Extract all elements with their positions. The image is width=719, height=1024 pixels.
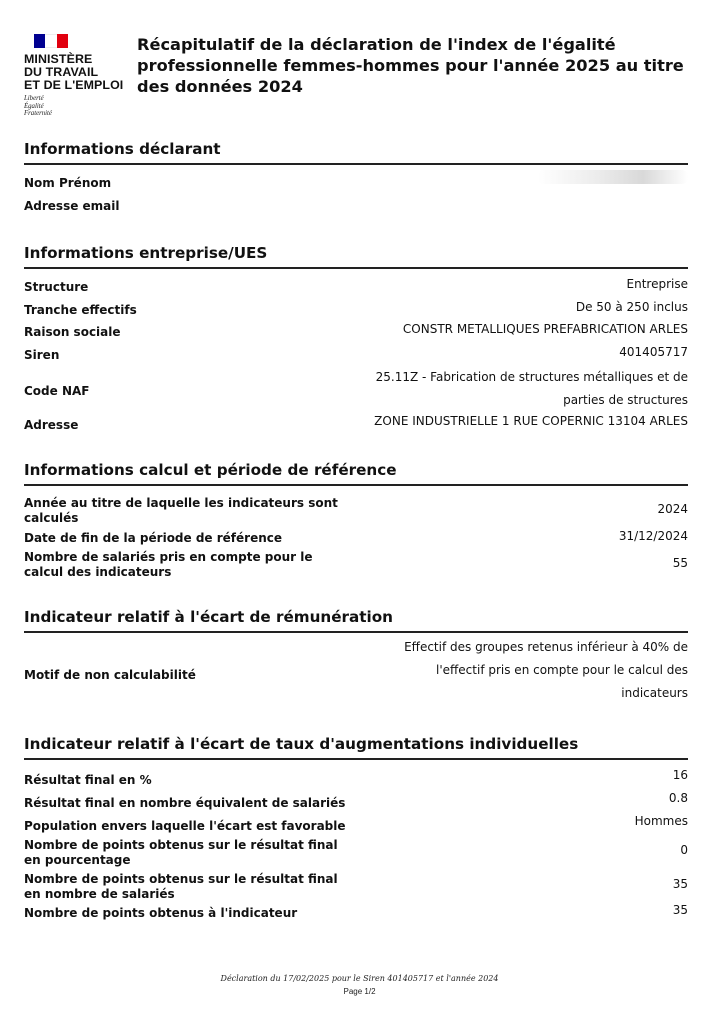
field-value: ZONE INDUSTRIELLE 1 RUE COPERNIC 13104 ARLES <box>374 414 688 428</box>
field-value: 55 <box>672 556 688 570</box>
field-label: Adresse email <box>24 199 120 213</box>
section-augmentations <box>24 735 688 920</box>
section-heading: Indicateur relatif à l'écart de rémunération <box>24 608 688 633</box>
redacted-value <box>538 170 688 184</box>
document-title: Récapitulatif de la déclaration de l'index de l'égalité professionnelle femmes-hommes pour l'année 2025 au titre des données 2024 <box>137 35 684 96</box>
footer-declaration: Déclaration du 17/02/2025 pour le Siren 401405717 et l'année 2024 <box>220 974 499 983</box>
field-label: Résultat final en % <box>24 773 152 787</box>
field-label: Adresse <box>24 418 79 432</box>
field-label: Année au titre de laquelle les indicateurs sont calculés <box>24 496 338 525</box>
section-remuneration <box>24 608 688 700</box>
section-heading: Indicateur relatif à l'écart de taux d'augmentations individuelles <box>24 735 688 760</box>
section-heading: Informations déclarant <box>24 140 688 165</box>
field-label: Résultat final en nombre équivalent de salariés <box>24 796 346 810</box>
french-flag-icon <box>34 34 68 48</box>
section-heading: Informations calcul et période de référence <box>24 461 688 486</box>
field-value: 0.8 <box>668 791 688 805</box>
field-label: Nom Prénom <box>24 176 112 190</box>
field-label: Nombre de points obtenus sur le résultat final en pourcentage <box>24 838 338 867</box>
field-value: CONSTR METALLIQUES PREFABRICATION ARLES <box>402 322 688 336</box>
field-value: Entreprise <box>626 277 688 291</box>
field-label: Motif de non calculabilité <box>24 668 196 682</box>
section-declarant <box>24 140 688 213</box>
field-value: 0 <box>680 843 688 857</box>
republic-motto: Liberté Égalité Fraternité <box>24 95 52 117</box>
field-label: Code NAF <box>24 384 90 398</box>
field-value: 2024 <box>657 502 688 516</box>
section-entreprise <box>24 244 688 432</box>
field-label: Nombre de salariés pris en compte pour le calcul des indicateurs <box>24 550 313 579</box>
field-label: Population envers laquelle l'écart est favorable <box>24 819 346 833</box>
field-label: Nombre de points obtenus sur le résultat final en nombre de salariés <box>24 872 338 901</box>
field-label: Siren <box>24 348 60 362</box>
ministry-logo <box>24 34 134 118</box>
field-value: 35 <box>672 877 688 891</box>
field-label: Tranche effectifs <box>24 303 137 317</box>
field-value: 16 <box>672 768 688 782</box>
field-value: 25.11Z - Fabrication de structures métalliques et de parties de structures <box>375 370 688 407</box>
field-label: Structure <box>24 280 89 294</box>
field-label: Raison sociale <box>24 325 121 339</box>
section-calcul <box>24 461 688 579</box>
ministry-name: MINISTÈRE DU TRAVAIL ET DE L'EMPLOI <box>24 52 124 92</box>
field-label: Date de fin de la période de référence <box>24 531 283 545</box>
field-value: 35 <box>672 903 688 917</box>
field-value: Effectif des groupes retenus inférieur à 40% de l'effectif pris en compte pour le calcul des indicateurs <box>404 640 688 700</box>
field-value: 31/12/2024 <box>618 529 688 543</box>
page-footer <box>0 972 719 998</box>
field-value: 401405717 <box>619 345 688 359</box>
page-number: Page 1/2 <box>343 987 376 996</box>
section-heading: Informations entreprise/UES <box>24 244 688 269</box>
field-value: Hommes <box>634 814 688 828</box>
field-value: De 50 à 250 inclus <box>575 300 688 314</box>
field-label: Nombre de points obtenus à l'indicateur <box>24 906 298 920</box>
